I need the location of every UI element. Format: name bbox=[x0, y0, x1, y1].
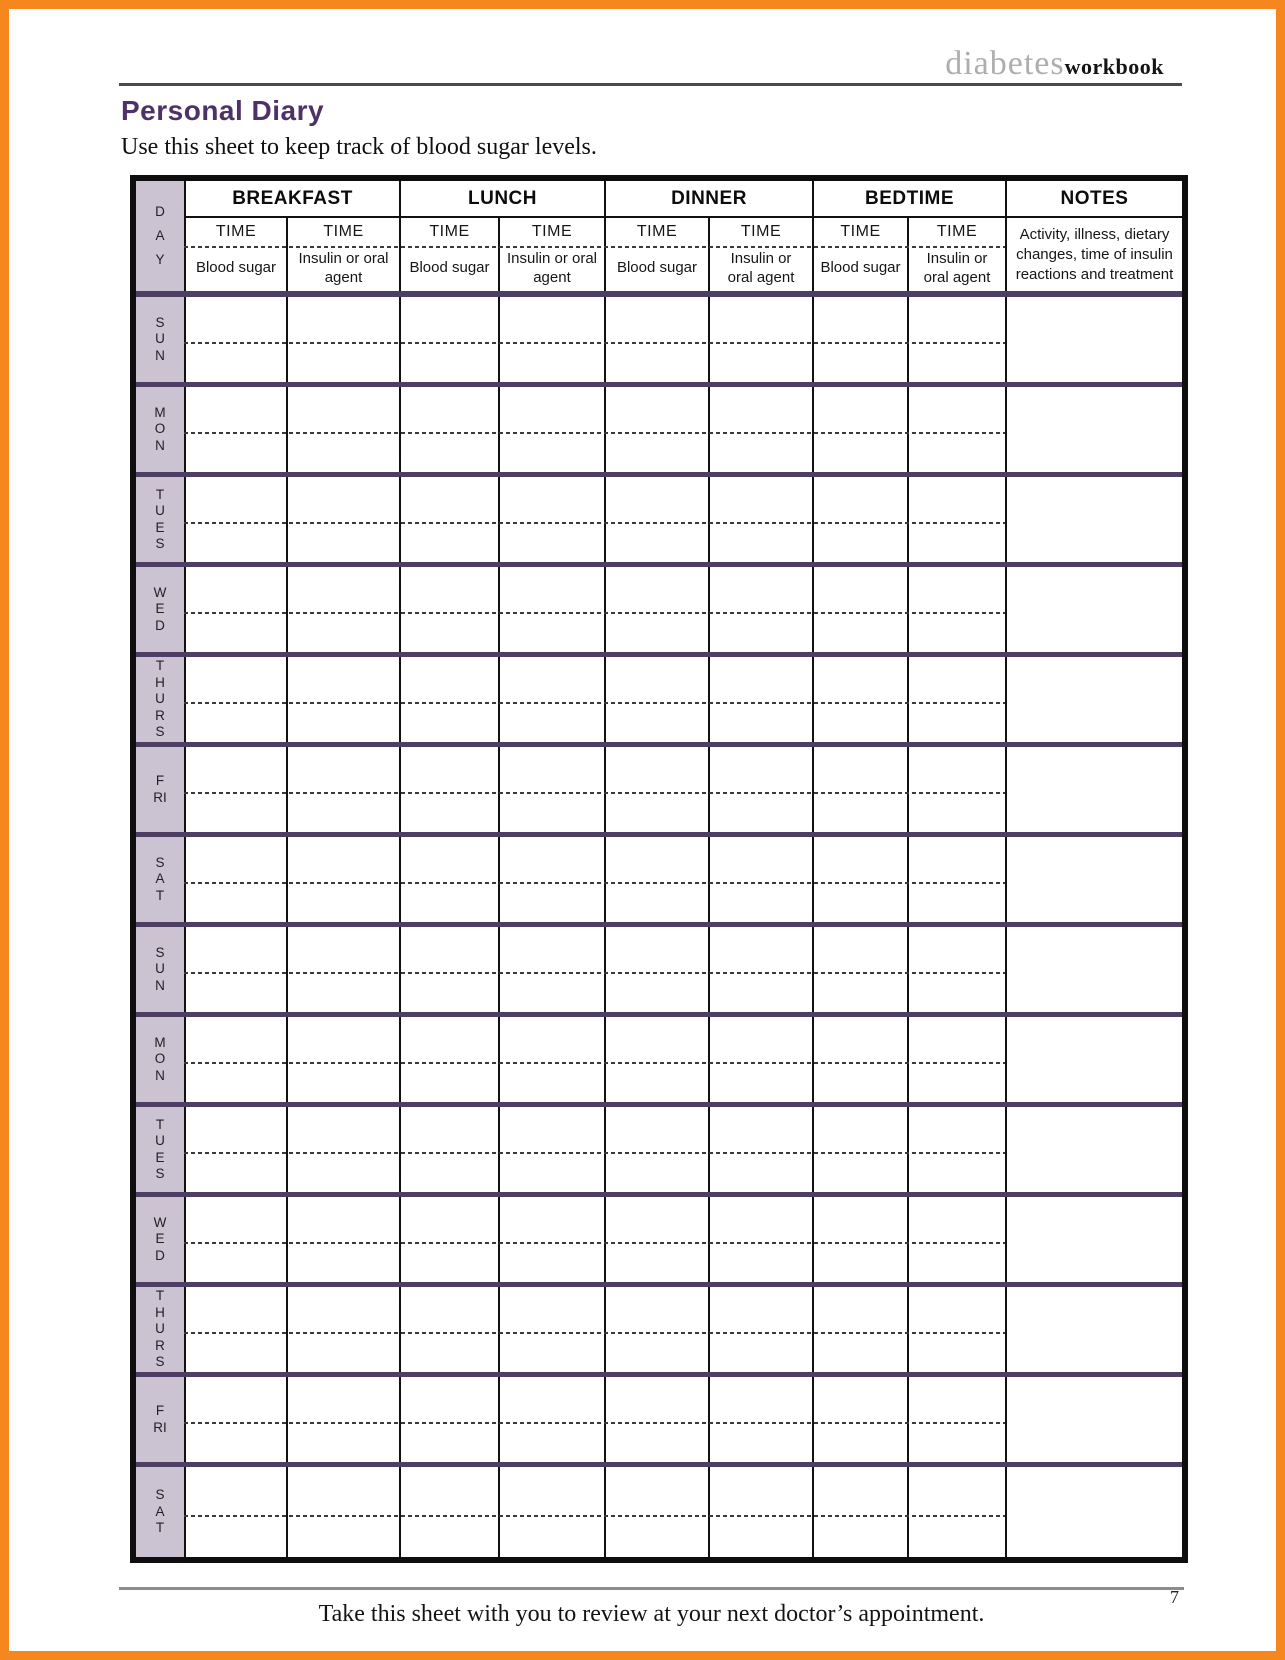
entry-cell-bedtime-insulin bbox=[907, 567, 1005, 652]
day-label-cell bbox=[136, 297, 184, 382]
time-label: TIME bbox=[215, 223, 257, 240]
entry-cell-lunch-insulin bbox=[498, 1467, 604, 1557]
subcolumn-lunch-blood-sugar bbox=[399, 218, 498, 291]
measure-label: Blood sugar bbox=[195, 259, 277, 276]
entry-cell-dinner-insulin bbox=[708, 1377, 812, 1462]
entry-cell-lunch-blood-sugar bbox=[399, 747, 498, 832]
subcolumn-breakfast-insulin bbox=[286, 218, 399, 291]
time-write-in-dash bbox=[184, 1422, 1005, 1424]
entry-cell-lunch-insulin bbox=[498, 297, 604, 382]
entry-cell-bedtime-insulin bbox=[907, 1017, 1005, 1102]
measure-label: Blood sugar bbox=[409, 259, 490, 276]
entry-cell-notes bbox=[1005, 1017, 1182, 1102]
measure-label: Insulin or oral agent bbox=[727, 249, 795, 286]
entry-cell-dinner-insulin bbox=[708, 927, 812, 1012]
entry-cell-notes bbox=[1005, 477, 1182, 562]
entry-cell-bedtime-insulin bbox=[907, 1107, 1005, 1192]
entry-cell-breakfast-insulin bbox=[286, 1467, 399, 1557]
notes-description: Activity, illness, dietary changes, time of insulin reactions and treatment bbox=[1005, 218, 1182, 291]
entry-cell-breakfast-blood-sugar bbox=[184, 1197, 286, 1282]
entry-cell-dinner-blood-sugar bbox=[604, 297, 708, 382]
measure-label: Insulin or oral agent bbox=[923, 249, 991, 286]
entry-cell-dinner-blood-sugar bbox=[604, 927, 708, 1012]
day-column-label: DAY bbox=[155, 204, 165, 267]
entry-cell-dinner-blood-sugar bbox=[604, 1107, 708, 1192]
entry-cell-bedtime-blood-sugar bbox=[812, 837, 907, 922]
day-label-cell bbox=[136, 927, 184, 1012]
entry-cell-breakfast-blood-sugar bbox=[184, 927, 286, 1012]
entry-cell-notes bbox=[1005, 657, 1182, 742]
entry-cell-dinner-blood-sugar bbox=[604, 567, 708, 652]
entry-cell-breakfast-insulin bbox=[286, 1107, 399, 1192]
day-label-cell bbox=[136, 1287, 184, 1372]
entry-cell-notes bbox=[1005, 1287, 1182, 1372]
diary-day-row bbox=[136, 1197, 1182, 1287]
entry-cell-bedtime-insulin bbox=[907, 477, 1005, 562]
entry-cell-bedtime-insulin bbox=[907, 657, 1005, 742]
entry-cell-breakfast-blood-sugar bbox=[184, 297, 286, 382]
day-label-cell bbox=[136, 1197, 184, 1282]
diary-day-row bbox=[136, 297, 1182, 387]
entry-cell-bedtime-blood-sugar bbox=[812, 1197, 907, 1282]
entry-cell-notes bbox=[1005, 837, 1182, 922]
column-header-lunch: LUNCH bbox=[399, 181, 604, 218]
entry-cell-dinner-blood-sugar bbox=[604, 1287, 708, 1372]
diary-day-row bbox=[136, 657, 1182, 747]
entry-cell-dinner-blood-sugar bbox=[604, 657, 708, 742]
entry-cell-breakfast-insulin bbox=[286, 1377, 399, 1462]
entry-cell-dinner-insulin bbox=[708, 657, 812, 742]
measure-label: Insulin or oral agent bbox=[506, 249, 598, 286]
entry-cell-dinner-blood-sugar bbox=[604, 387, 708, 472]
entry-cell-breakfast-blood-sugar bbox=[184, 567, 286, 652]
entry-cell-dinner-blood-sugar bbox=[604, 1377, 708, 1462]
day-label-cell bbox=[136, 387, 184, 472]
day-label-cell bbox=[136, 1467, 184, 1557]
entry-cell-breakfast-blood-sugar bbox=[184, 387, 286, 472]
entry-cell-bedtime-blood-sugar bbox=[812, 657, 907, 742]
entry-cell-breakfast-blood-sugar bbox=[184, 747, 286, 832]
diary-day-row bbox=[136, 837, 1182, 927]
entry-cell-lunch-blood-sugar bbox=[399, 387, 498, 472]
entry-cell-breakfast-blood-sugar bbox=[184, 1377, 286, 1462]
footer-rule bbox=[119, 1587, 1184, 1590]
time-write-in-dash bbox=[184, 1515, 1005, 1517]
entry-cell-bedtime-blood-sugar bbox=[812, 1467, 907, 1557]
time-label: TIME bbox=[840, 223, 881, 240]
diary-day-row bbox=[136, 1467, 1182, 1557]
diary-day-row bbox=[136, 477, 1182, 567]
entry-cell-lunch-blood-sugar bbox=[399, 1197, 498, 1282]
entry-cell-notes bbox=[1005, 297, 1182, 382]
day-label: SUN bbox=[155, 944, 165, 993]
day-label: FRI bbox=[153, 1403, 167, 1435]
table-body bbox=[136, 297, 1182, 1557]
entry-cell-breakfast-insulin bbox=[286, 1197, 399, 1282]
entry-cell-lunch-blood-sugar bbox=[399, 477, 498, 562]
entry-cell-bedtime-insulin bbox=[907, 747, 1005, 832]
entry-cell-breakfast-blood-sugar bbox=[184, 837, 286, 922]
entry-cell-notes bbox=[1005, 1467, 1182, 1557]
day-label: WED bbox=[153, 584, 167, 633]
day-label: MON bbox=[154, 1034, 166, 1083]
day-column-header bbox=[136, 181, 184, 291]
entry-cell-bedtime-blood-sugar bbox=[812, 1107, 907, 1192]
entry-cell-breakfast-insulin bbox=[286, 657, 399, 742]
day-label: TUES bbox=[155, 1116, 165, 1181]
entry-cell-lunch-blood-sugar bbox=[399, 927, 498, 1012]
entry-cell-lunch-insulin bbox=[498, 1197, 604, 1282]
footer-note: Take this sheet with you to review at your next doctor’s appointment. bbox=[318, 1601, 985, 1627]
subcolumn-lunch-insulin bbox=[498, 218, 604, 291]
time-write-in-dash bbox=[184, 522, 1005, 524]
diary-day-row bbox=[136, 1287, 1182, 1377]
entry-cell-breakfast-insulin bbox=[286, 837, 399, 922]
time-write-in-dash bbox=[184, 1062, 1005, 1064]
subcolumn-breakfast-blood-sugar bbox=[184, 218, 286, 291]
entry-cell-breakfast-insulin bbox=[286, 927, 399, 1012]
time-label: TIME bbox=[429, 223, 470, 240]
entry-cell-breakfast-blood-sugar bbox=[184, 1107, 286, 1192]
time-write-in-dash bbox=[184, 1332, 1005, 1334]
time-label: TIME bbox=[531, 223, 573, 240]
entry-cell-bedtime-insulin bbox=[907, 387, 1005, 472]
diary-day-row bbox=[136, 567, 1182, 657]
entry-cell-breakfast-insulin bbox=[286, 1287, 399, 1372]
entry-cell-lunch-blood-sugar bbox=[399, 1017, 498, 1102]
day-label: WED bbox=[153, 1214, 167, 1263]
entry-cell-breakfast-insulin bbox=[286, 477, 399, 562]
entry-cell-dinner-insulin bbox=[708, 1017, 812, 1102]
day-label: TUES bbox=[155, 486, 165, 551]
entry-cell-notes bbox=[1005, 1107, 1182, 1192]
day-label-cell bbox=[136, 657, 184, 742]
entry-cell-notes bbox=[1005, 567, 1182, 652]
subcolumn-bedtime-blood-sugar bbox=[812, 218, 907, 291]
day-label-cell bbox=[136, 1017, 184, 1102]
day-label-cell bbox=[136, 837, 184, 922]
entry-cell-dinner-insulin bbox=[708, 1197, 812, 1282]
diary-day-row bbox=[136, 747, 1182, 837]
day-label-cell bbox=[136, 477, 184, 562]
entry-cell-dinner-insulin bbox=[708, 747, 812, 832]
column-header-notes: NOTES bbox=[1005, 181, 1182, 218]
entry-cell-dinner-insulin bbox=[708, 1467, 812, 1557]
column-header-bedtime: BEDTIME bbox=[812, 181, 1005, 218]
entry-cell-dinner-blood-sugar bbox=[604, 1467, 708, 1557]
entry-cell-breakfast-blood-sugar bbox=[184, 1017, 286, 1102]
time-write-in-dash bbox=[184, 1152, 1005, 1154]
entry-cell-notes bbox=[1005, 1197, 1182, 1282]
diary-day-row bbox=[136, 1107, 1182, 1197]
entry-cell-lunch-insulin bbox=[498, 747, 604, 832]
entry-cell-bedtime-blood-sugar bbox=[812, 477, 907, 562]
subcolumn-dinner-insulin bbox=[708, 218, 812, 291]
day-label: THURS bbox=[155, 1288, 165, 1370]
subcolumn-bedtime-insulin bbox=[907, 218, 1005, 291]
entry-cell-lunch-insulin bbox=[498, 477, 604, 562]
diary-day-row bbox=[136, 1017, 1182, 1107]
entry-cell-breakfast-blood-sugar bbox=[184, 477, 286, 562]
entry-cell-notes bbox=[1005, 387, 1182, 472]
time-write-in-dash bbox=[184, 1242, 1005, 1244]
entry-cell-bedtime-insulin bbox=[907, 297, 1005, 382]
entry-cell-dinner-insulin bbox=[708, 567, 812, 652]
entry-cell-breakfast-blood-sugar bbox=[184, 657, 286, 742]
entry-cell-bedtime-blood-sugar bbox=[812, 1287, 907, 1372]
entry-cell-lunch-blood-sugar bbox=[399, 837, 498, 922]
entry-cell-lunch-insulin bbox=[498, 927, 604, 1012]
day-label: SAT bbox=[155, 1487, 165, 1536]
entry-cell-lunch-insulin bbox=[498, 657, 604, 742]
table-header bbox=[136, 181, 1182, 297]
entry-cell-breakfast-blood-sugar bbox=[184, 1467, 286, 1557]
diary-day-row bbox=[136, 1377, 1182, 1467]
entry-cell-breakfast-insulin bbox=[286, 747, 399, 832]
entry-cell-lunch-blood-sugar bbox=[399, 1467, 498, 1557]
entry-cell-dinner-insulin bbox=[708, 1107, 812, 1192]
entry-cell-dinner-insulin bbox=[708, 837, 812, 922]
day-label-cell bbox=[136, 1107, 184, 1192]
measure-label: Blood sugar bbox=[820, 259, 901, 276]
entry-cell-breakfast-insulin bbox=[286, 297, 399, 382]
page-title: Personal Diary bbox=[121, 95, 325, 126]
logo-word-diabetes: diabetes bbox=[945, 45, 1065, 82]
day-label-cell bbox=[136, 1377, 184, 1462]
entry-cell-bedtime-blood-sugar bbox=[812, 567, 907, 652]
column-header-breakfast: BREAKFAST bbox=[184, 181, 399, 218]
time-write-in-dash bbox=[184, 246, 1005, 248]
entry-cell-bedtime-insulin bbox=[907, 927, 1005, 1012]
entry-cell-bedtime-blood-sugar bbox=[812, 1377, 907, 1462]
entry-cell-lunch-blood-sugar bbox=[399, 1107, 498, 1192]
day-label: SUN bbox=[155, 314, 165, 363]
page-number: 7 bbox=[1170, 1587, 1179, 1607]
entry-cell-breakfast-insulin bbox=[286, 387, 399, 472]
entry-cell-bedtime-blood-sugar bbox=[812, 1017, 907, 1102]
entry-cell-bedtime-blood-sugar bbox=[812, 387, 907, 472]
time-write-in-dash bbox=[184, 972, 1005, 974]
logo-word-workbook: workbook bbox=[1064, 54, 1164, 79]
column-header-dinner: DINNER bbox=[604, 181, 812, 218]
diary-day-row bbox=[136, 387, 1182, 477]
entry-cell-lunch-insulin bbox=[498, 387, 604, 472]
time-label: TIME bbox=[323, 223, 364, 240]
entry-cell-lunch-insulin bbox=[498, 1107, 604, 1192]
entry-cell-bedtime-blood-sugar bbox=[812, 927, 907, 1012]
entry-cell-lunch-insulin bbox=[498, 1287, 604, 1372]
day-label: MON bbox=[154, 404, 166, 453]
entry-cell-lunch-blood-sugar bbox=[399, 297, 498, 382]
time-write-in-dash bbox=[184, 882, 1005, 884]
entry-cell-lunch-blood-sugar bbox=[399, 1287, 498, 1372]
time-write-in-dash bbox=[184, 702, 1005, 704]
header-rule bbox=[119, 83, 1182, 86]
entry-cell-dinner-blood-sugar bbox=[604, 1197, 708, 1282]
entry-cell-dinner-blood-sugar bbox=[604, 477, 708, 562]
entry-cell-bedtime-blood-sugar bbox=[812, 747, 907, 832]
page-subtitle: Use this sheet to keep track of blood sugar levels. bbox=[121, 134, 597, 160]
day-label: THURS bbox=[155, 658, 165, 740]
entry-cell-lunch-blood-sugar bbox=[399, 657, 498, 742]
time-label: TIME bbox=[636, 223, 678, 240]
day-label: FRI bbox=[153, 773, 167, 805]
entry-cell-dinner-blood-sugar bbox=[604, 1017, 708, 1102]
time-write-in-dash bbox=[184, 792, 1005, 794]
entry-cell-lunch-insulin bbox=[498, 837, 604, 922]
entry-cell-notes bbox=[1005, 747, 1182, 832]
entry-cell-breakfast-blood-sugar bbox=[184, 1287, 286, 1372]
entry-cell-lunch-blood-sugar bbox=[399, 1377, 498, 1462]
diabetes-workbook-logo bbox=[945, 45, 1164, 83]
entry-cell-lunch-insulin bbox=[498, 567, 604, 652]
entry-cell-bedtime-insulin bbox=[907, 1197, 1005, 1282]
measure-label: Insulin or oral agent bbox=[298, 249, 389, 286]
entry-cell-bedtime-insulin bbox=[907, 1287, 1005, 1372]
entry-cell-dinner-insulin bbox=[708, 297, 812, 382]
entry-cell-dinner-blood-sugar bbox=[604, 747, 708, 832]
diary-day-row bbox=[136, 927, 1182, 1017]
entry-cell-bedtime-insulin bbox=[907, 1377, 1005, 1462]
entry-cell-dinner-insulin bbox=[708, 387, 812, 472]
entry-cell-lunch-blood-sugar bbox=[399, 567, 498, 652]
time-label: TIME bbox=[936, 223, 978, 240]
time-label: TIME bbox=[740, 223, 782, 240]
entry-cell-breakfast-insulin bbox=[286, 1017, 399, 1102]
day-label-cell bbox=[136, 747, 184, 832]
entry-cell-bedtime-blood-sugar bbox=[812, 297, 907, 382]
entry-cell-bedtime-insulin bbox=[907, 1467, 1005, 1557]
entry-cell-notes bbox=[1005, 927, 1182, 1012]
time-write-in-dash bbox=[184, 342, 1005, 344]
entry-cell-lunch-insulin bbox=[498, 1017, 604, 1102]
entry-cell-bedtime-insulin bbox=[907, 837, 1005, 922]
day-label-cell bbox=[136, 567, 184, 652]
entry-cell-dinner-insulin bbox=[708, 1287, 812, 1372]
day-label: SAT bbox=[155, 854, 165, 903]
measure-label: Blood sugar bbox=[616, 259, 698, 276]
entry-cell-dinner-insulin bbox=[708, 477, 812, 562]
subcolumn-dinner-blood-sugar bbox=[604, 218, 708, 291]
entry-cell-dinner-blood-sugar bbox=[604, 837, 708, 922]
entry-cell-breakfast-insulin bbox=[286, 567, 399, 652]
entry-cell-notes bbox=[1005, 1377, 1182, 1462]
time-write-in-dash bbox=[184, 432, 1005, 434]
time-write-in-dash bbox=[184, 612, 1005, 614]
entry-cell-lunch-insulin bbox=[498, 1377, 604, 1462]
blood-sugar-diary-table bbox=[130, 175, 1188, 1563]
